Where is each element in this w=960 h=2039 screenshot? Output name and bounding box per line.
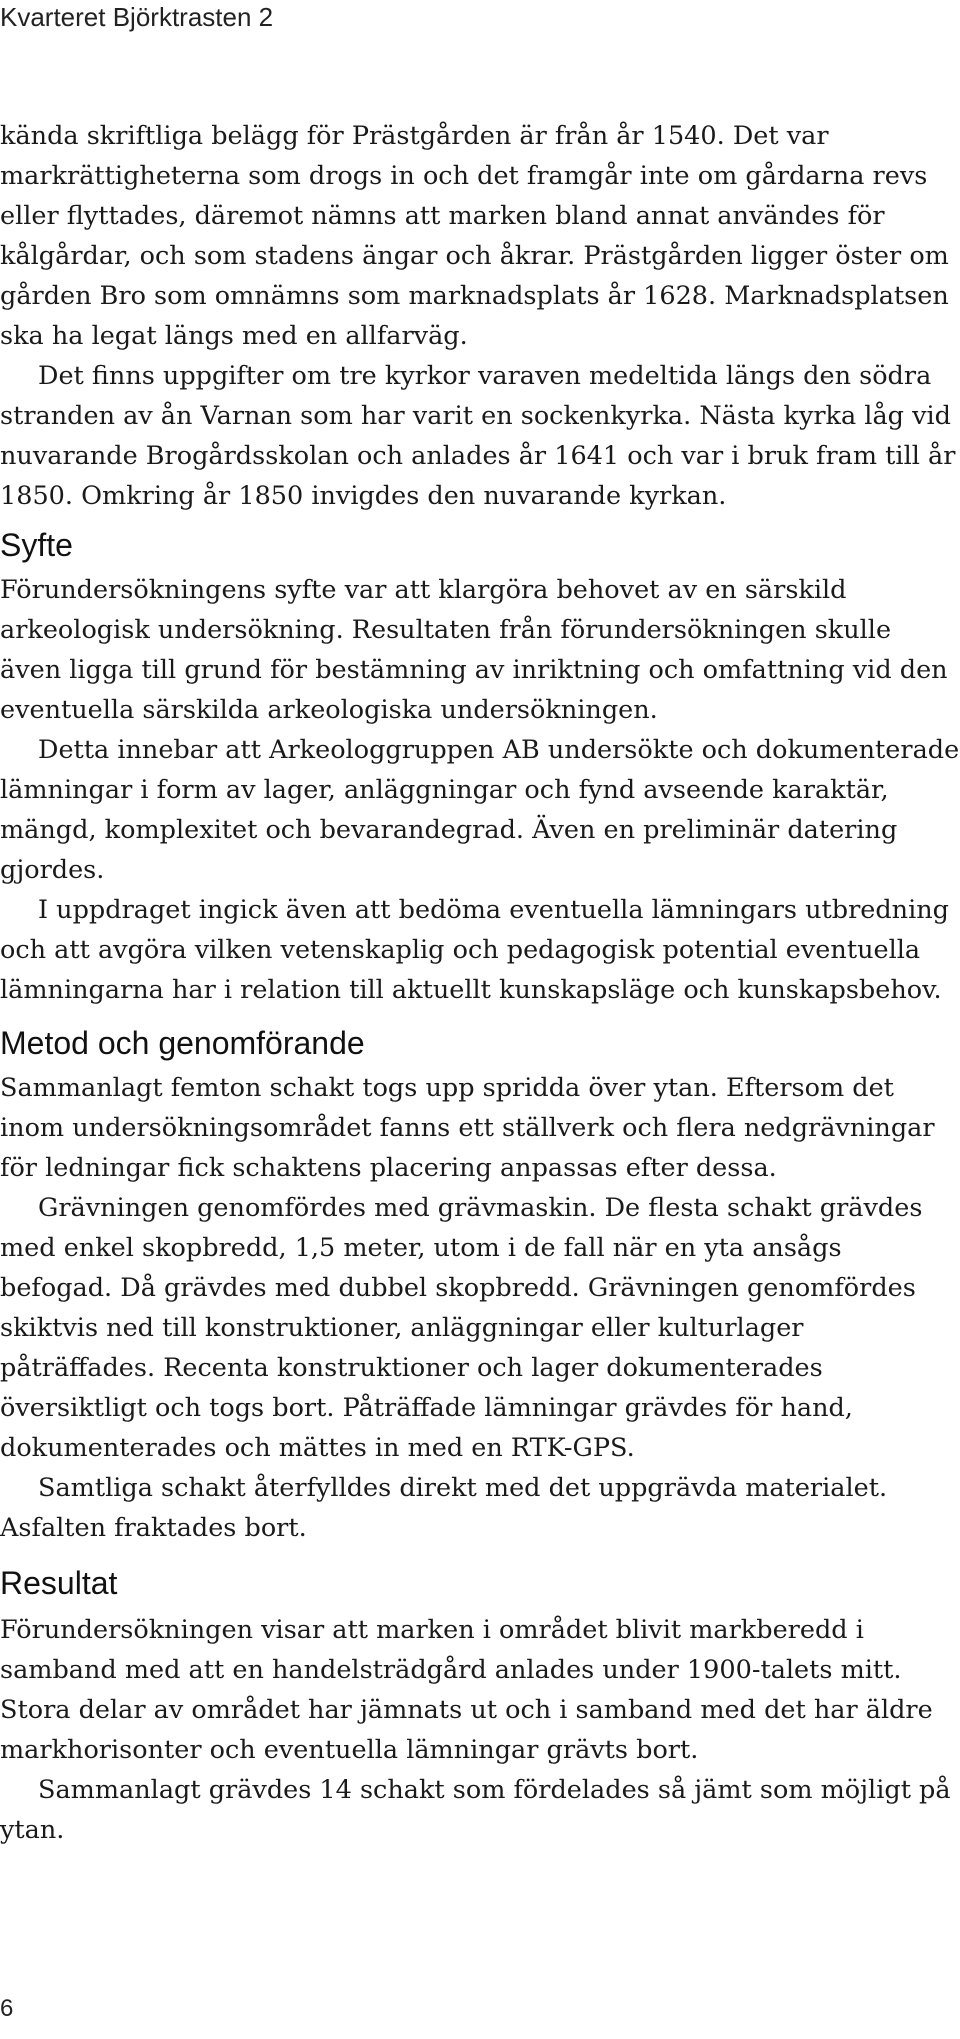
syfte-paragraph-1: Förundersökningens syfte var att klargöra behovet av en särskild arkeologisk undersökning. Resultaten från förundersökningen skulle även ligga till grund för bestämning av inriktning och omfattning vid den eventuella särskilda arkeologiska undersökningen. [0,575,948,725]
intro-paragraph-1: kända skriftliga belägg för Prästgården är från år 1540. Det var markrättigheterna som drogs in och det framgår inte om gårdarna revs eller flyttades, däremot nämns att marken bland annat användes för kålgårdar, och som stadens ängar och åkrar. Prästgården ligger öster om gården Bro som omnämns som marknadsplats år 1628. Marknadsplatsen ska ha legat längs med en allfarväg. [0,121,949,351]
section-heading-resultat: Resultat [0,1565,118,1601]
intro-paragraph-2: Det finns uppgifter om tre kyrkor varaven medeltida längs den södra stranden av ån Varnan som har varit en sockenkyrka. Nästa kyrka låg vid nuvarande Brogårdsskolan och anlades år 1641 och var i bruk fram till år 1850. Omkring år 1850 invigdes den nuvarande kyrkan. [0,361,956,511]
resultat-paragraph-1: Förundersökningen visar att marken i området blivit markberedd i samband med att en handelsträdgård anlades under 1900-talets mitt. Stora delar av området har jämnats ut och i samband med det har äldre markhorisonter och eventuella lämningar grävts bort. [0,1615,933,1765]
section-heading-metod: Metod och genomförande [0,1025,365,1061]
metod-paragraph-1: Sammanlagt femton schakt togs upp spridda över ytan. Eftersom det inom undersökningsområdet fanns ett ställverk och flera nedgrävningar för ledningar fick schaktens placering anpassas efter dessa. [0,1073,935,1183]
syfte-paragraph-3: I uppdraget ingick även att bedöma eventuella lämningars utbredning och att avgöra vilken vetenskaplig och pedagogisk potential eventuella lämningarna har i relation till aktuellt kunskapsläge och kunskapsbehov. [0,895,950,1005]
document-body [0,116,960,1850]
syfte-paragraph-2: Detta innebar att Arkeologgruppen AB undersökte och dokumenterade lämningar i form av lager, anläggningar och fynd avseende karaktär, mängd, komplexitet och bevarandegrad. Även en preliminär datering gjordes. [0,735,960,885]
metod-paragraph-3: Samtliga schakt återfylldes direkt med det uppgrävda materialet. Asfalten fraktades bort. [0,1473,888,1543]
running-header: Kvarteret Björktrasten 2 [0,2,274,32]
resultat-paragraph-2: Sammanlagt grävdes 14 schakt som fördelades så jämt som möjligt på ytan. [0,1775,951,1845]
metod-paragraph-2: Grävningen genomfördes med grävmaskin. De flesta schakt grävdes med enkel skopbredd, 1,5 meter, utom i de fall när en yta ansågs befogad. Då grävdes med dubbel skopbredd. Grävningen genomfördes skiktvis ned till konstruktioner, anläggningar eller kulturlager påträffades. Recenta konstruktioner och lager dokumenterades översiktligt och togs bort. Påträffade lämningar grävdes för hand, dokumenterades och mättes in med en RTK-GPS. [0,1193,923,1463]
page-number: 6 [0,1995,14,2022]
section-heading-syfte: Syfte [0,527,73,563]
